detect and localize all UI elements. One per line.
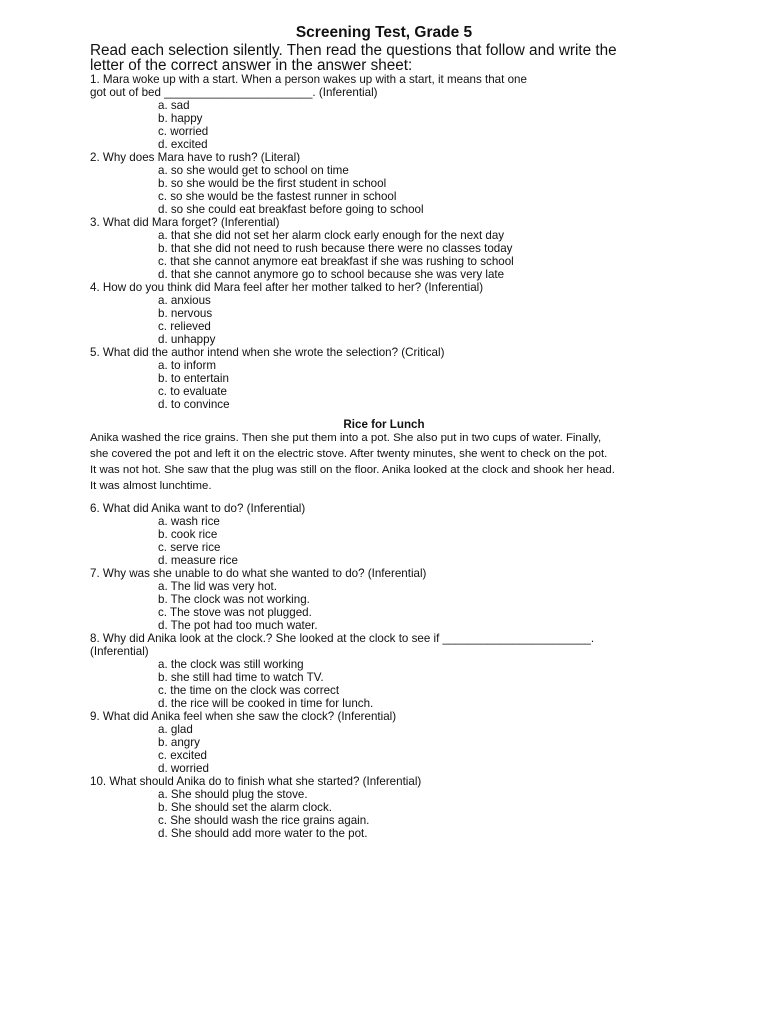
- answer-option: b. to entertain: [158, 372, 229, 385]
- passage-line: It was almost lunchtime.: [90, 479, 212, 492]
- question-stem-continued: got out of bed _______________________. (Inferential): [90, 86, 378, 99]
- answer-option: a. so she would get to school on time: [158, 164, 349, 177]
- answer-option: a. sad: [158, 99, 190, 112]
- answer-option: a. She should plug the stove.: [158, 788, 308, 801]
- instructions: [90, 43, 680, 73]
- question-stem: 10. What should Anika do to finish what she started? (Inferential): [90, 775, 422, 788]
- answer-option: c. that she cannot anymore eat breakfast if she was rushing to school: [158, 255, 514, 268]
- answer-option: a. that she did not set her alarm clock early enough for the next day: [158, 229, 505, 242]
- answer-option: d. measure rice: [158, 554, 238, 567]
- answer-option: a. the clock was still working: [158, 658, 304, 671]
- answer-option: c. She should wash the rice grains again.: [158, 814, 370, 827]
- answer-option: d. unhappy: [158, 333, 216, 346]
- passage-title: Rice for Lunch: [343, 418, 425, 431]
- instructions-line: Read each selection silently. Then read the questions that follow and write the: [90, 42, 617, 59]
- question-stem: 2. Why does Mara have to rush? (Literal): [90, 151, 301, 164]
- answer-option: a. wash rice: [158, 515, 220, 528]
- question-stem: 4. How do you think did Mara feel after her mother talked to her? (Inferential): [90, 281, 484, 294]
- answer-option: b. happy: [158, 112, 203, 125]
- passage-line: It was not hot. She saw that the plug was still on the floor. Anika looked at the clock and shook her head.: [90, 463, 615, 476]
- passage-text: [90, 431, 686, 495]
- answer-option: d. worried: [158, 762, 209, 775]
- answer-option: b. cook rice: [158, 528, 218, 541]
- question-stem: 1. Mara woke up with a start. When a person wakes up with a start, it means that one: [90, 73, 527, 86]
- answer-option: b. She should set the alarm clock.: [158, 801, 332, 814]
- question-stem-continued: (Inferential): [90, 645, 149, 658]
- answer-option: d. the rice will be cooked in time for lunch.: [158, 697, 374, 710]
- answer-option: d. excited: [158, 138, 208, 151]
- answer-option: c. so she would be the fastest runner in school: [158, 190, 397, 203]
- question-stem: 5. What did the author intend when she wrote the selection? (Critical): [90, 346, 445, 359]
- passage-line: she covered the pot and left it on the electric stove. After twenty minutes, she went to check on the pot.: [90, 447, 608, 460]
- answer-option: c. relieved: [158, 320, 211, 333]
- answer-option: c. excited: [158, 749, 207, 762]
- answer-option: b. that she did not need to rush because there were no classes today: [158, 242, 513, 255]
- page-title: Screening Test, Grade 5: [295, 24, 473, 41]
- answer-option: b. The clock was not working.: [158, 593, 310, 606]
- answer-option: c. The stove was not plugged.: [158, 606, 312, 619]
- answer-option: c. the time on the clock was correct: [158, 684, 340, 697]
- question-stem: 6. What did Anika want to do? (Inferential): [90, 502, 306, 515]
- question-stem: 8. Why did Anika look at the clock.? She looked at the clock to see if _______________________.: [90, 632, 595, 645]
- question-stem: 9. What did Anika feel when she saw the clock? (Inferential): [90, 710, 397, 723]
- answer-option: b. angry: [158, 736, 200, 749]
- questions-part-1: [90, 73, 690, 411]
- answer-option: a. anxious: [158, 294, 211, 307]
- answer-option: a. glad: [158, 723, 193, 736]
- instructions-line: letter of the correct answer in the answer sheet:: [90, 57, 413, 74]
- answer-option: c. worried: [158, 125, 209, 138]
- answer-option: b. nervous: [158, 307, 213, 320]
- questions-part-2: [90, 502, 690, 840]
- answer-option: d. She should add more water to the pot.: [158, 827, 368, 840]
- answer-option: c. to evaluate: [158, 385, 227, 398]
- passage-line: Anika washed the rice grains. Then she put them into a pot. She also put in two cups of water. Finally,: [90, 432, 602, 444]
- answer-option: c. serve rice: [158, 541, 221, 554]
- answer-option: d. so she could eat breakfast before going to school: [158, 203, 424, 216]
- question-stem: 3. What did Mara forget? (Inferential): [90, 216, 280, 229]
- answer-option: d. The pot had too much water.: [158, 619, 318, 632]
- answer-option: d. that she cannot anymore go to school because she was very late: [158, 268, 505, 281]
- answer-option: a. to inform: [158, 359, 216, 372]
- answer-option: b. so she would be the first student in school: [158, 177, 387, 190]
- question-stem: 7. Why was she unable to do what she wanted to do? (Inferential): [90, 567, 427, 580]
- answer-option: d. to convince: [158, 398, 230, 411]
- answer-option: b. she still had time to watch TV.: [158, 671, 324, 684]
- answer-option: a. The lid was very hot.: [158, 580, 277, 593]
